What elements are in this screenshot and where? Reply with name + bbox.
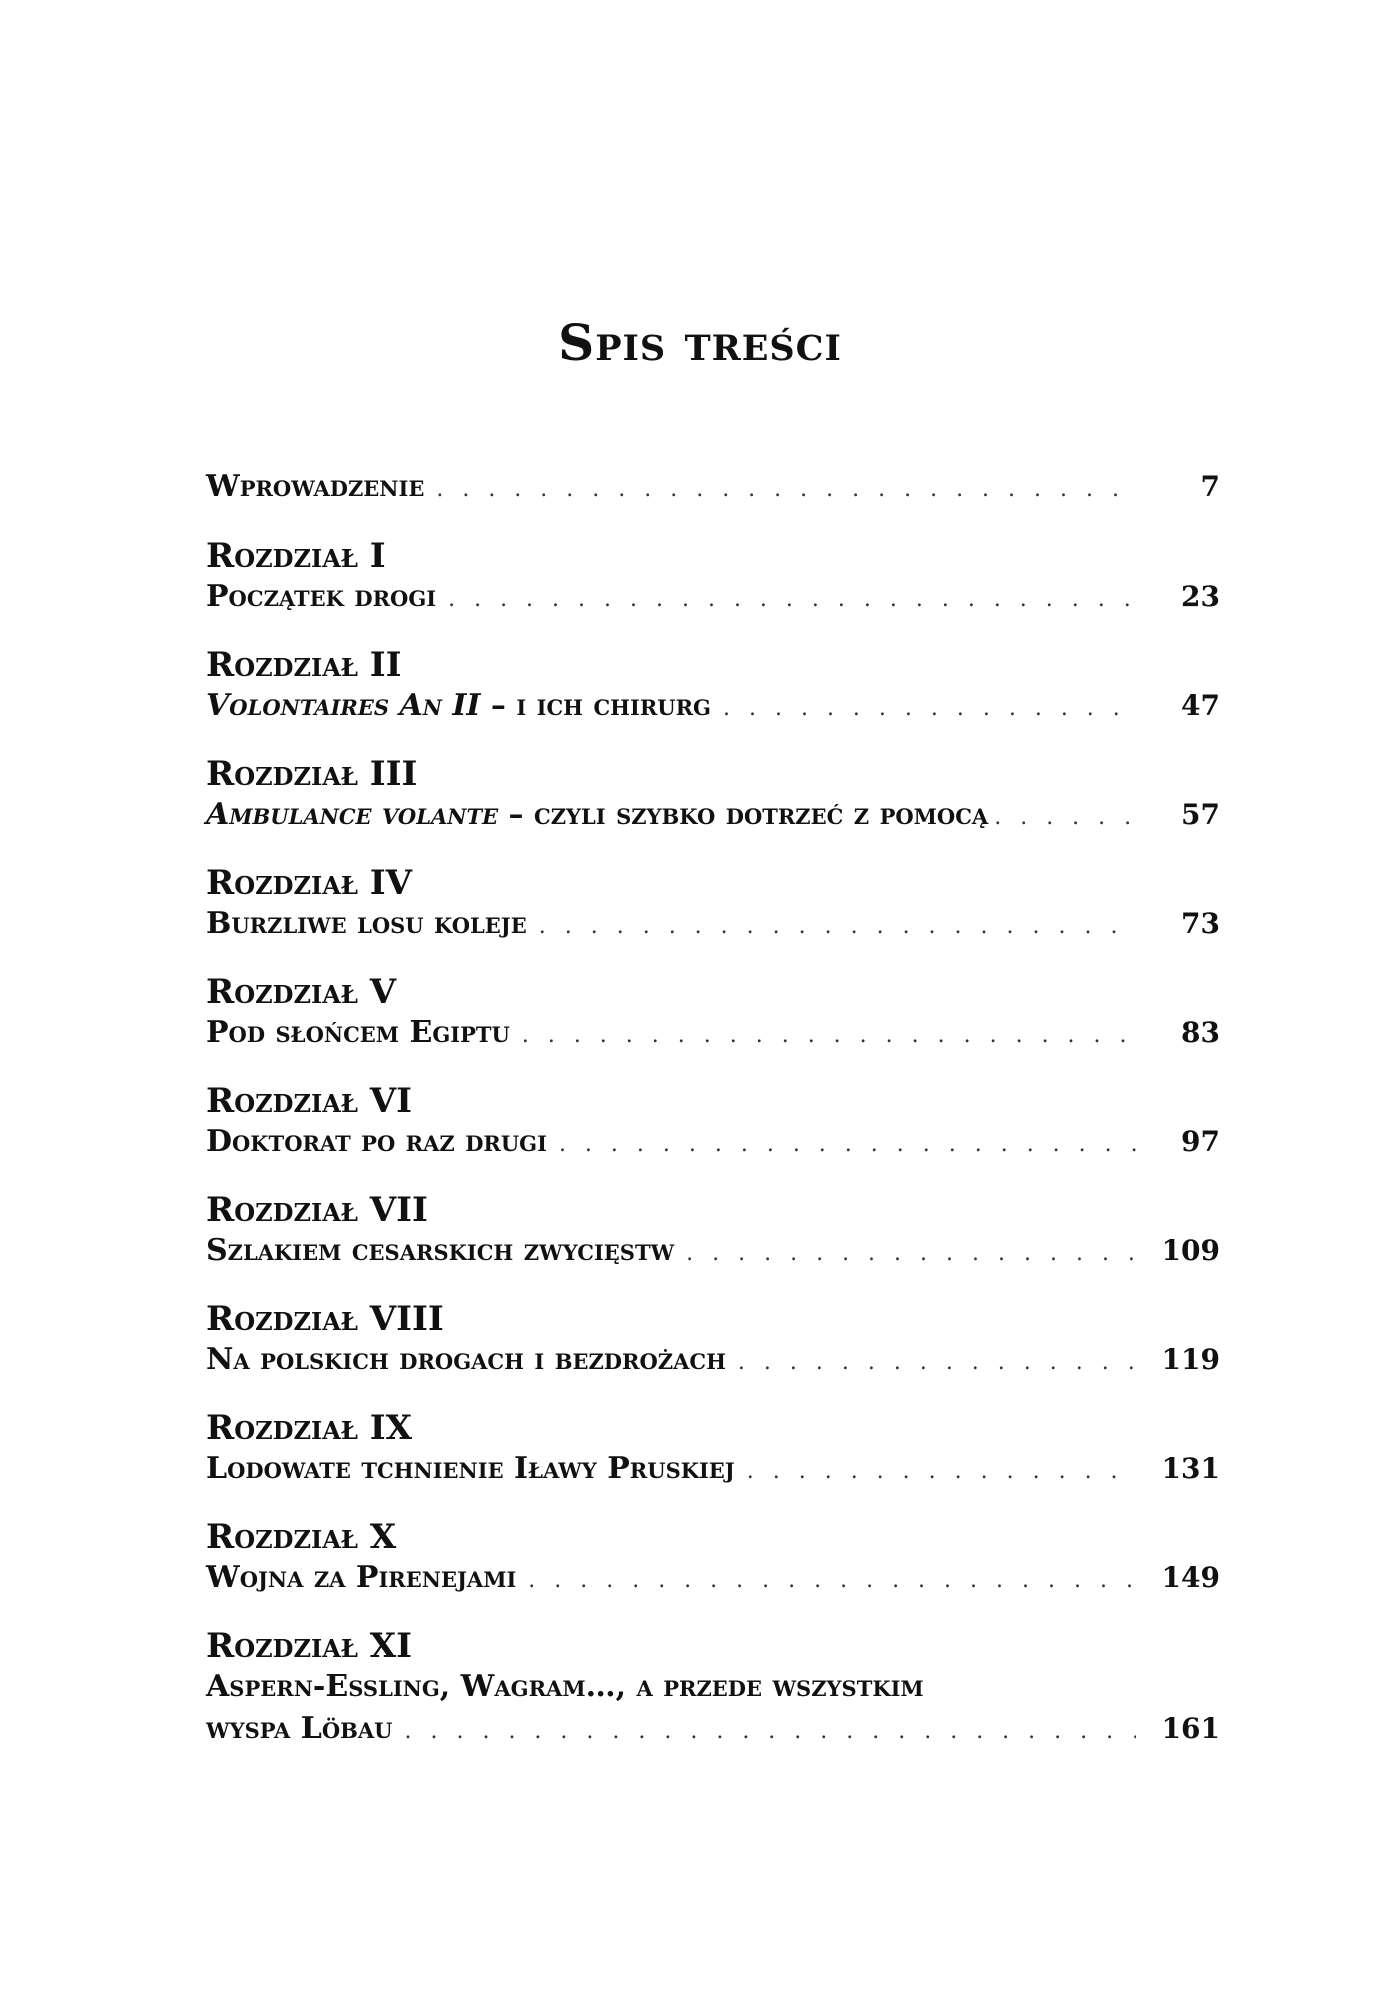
toc-entry-chapter-5[interactable] bbox=[206, 972, 1220, 1081]
dot-leader bbox=[686, 1233, 1136, 1275]
toc-entry-chapter-8[interactable] bbox=[206, 1299, 1220, 1408]
entry-title-rest: – czyli szybko dotrzeć z pomocą bbox=[498, 797, 989, 832]
chapter-label: Rozdział II bbox=[206, 645, 402, 685]
entry-title: Burzliwe losu koleje bbox=[206, 906, 527, 941]
chapter-label: Rozdział I bbox=[206, 536, 386, 576]
dot-leader bbox=[436, 469, 1136, 511]
toc-entry-chapter-7[interactable] bbox=[206, 1190, 1220, 1299]
toc-entry-chapter-11[interactable] bbox=[206, 1626, 1220, 1753]
page-number: 83 bbox=[1181, 1016, 1220, 1049]
entry-title-italic: Volontaires An II bbox=[206, 688, 481, 723]
dot-leader bbox=[994, 797, 1142, 839]
entry-title bbox=[206, 794, 988, 836]
entry-title-italic: Ambulance volante bbox=[206, 797, 499, 832]
toc-entry-introduction[interactable] bbox=[206, 466, 1220, 536]
page-number: 161 bbox=[1161, 1712, 1220, 1745]
entry-title: Wprowadzenie bbox=[206, 469, 425, 504]
page-number: 57 bbox=[1181, 798, 1220, 831]
dot-leader bbox=[448, 579, 1136, 621]
toc-entry-chapter-9[interactable] bbox=[206, 1408, 1220, 1517]
dot-leader bbox=[738, 1342, 1136, 1384]
page-title: Spis treści bbox=[558, 313, 842, 372]
dot-leader bbox=[405, 1711, 1137, 1753]
entry-title: Lodowate tchnienie Iławy Pruskiej bbox=[206, 1451, 735, 1486]
page-number: 47 bbox=[1181, 689, 1220, 722]
chapter-label: Rozdział VI bbox=[206, 1081, 413, 1121]
page-number: 109 bbox=[1161, 1234, 1220, 1267]
dot-leader bbox=[528, 1560, 1136, 1602]
toc-entry-chapter-1[interactable] bbox=[206, 536, 1220, 645]
toc-entry-chapter-10[interactable] bbox=[206, 1517, 1220, 1626]
chapter-label: Rozdział VII bbox=[206, 1190, 428, 1230]
dot-leader bbox=[559, 1124, 1136, 1166]
toc-entry-chapter-4[interactable] bbox=[206, 863, 1220, 972]
entry-title: Wojna za Pirenejami bbox=[206, 1560, 517, 1595]
dot-leader bbox=[747, 1451, 1136, 1493]
page-number: 23 bbox=[1181, 580, 1220, 613]
entry-title: Szlakiem cesarskich zwycięstw bbox=[206, 1233, 675, 1268]
page-number: 7 bbox=[1200, 470, 1220, 503]
chapter-label: Rozdział III bbox=[206, 754, 418, 794]
entry-title: Pod słońcem Egiptu bbox=[206, 1015, 510, 1050]
entry-title: Początek drogi bbox=[206, 579, 437, 614]
table-of-contents bbox=[206, 466, 1220, 1753]
dot-leader bbox=[723, 688, 1136, 730]
toc-entry-chapter-2[interactable] bbox=[206, 645, 1220, 754]
entry-title: Doktorat po raz drugi bbox=[206, 1124, 547, 1159]
entry-title-line-2: wyspa Löbau bbox=[206, 1711, 393, 1746]
chapter-label: Rozdział IV bbox=[206, 863, 413, 903]
entry-title-rest: – i ich chirurg bbox=[480, 688, 711, 723]
entry-title bbox=[206, 685, 711, 727]
chapter-label: Rozdział XI bbox=[206, 1626, 413, 1666]
page-number: 97 bbox=[1181, 1125, 1220, 1158]
chapter-label: Rozdział X bbox=[206, 1517, 397, 1557]
page-number: 131 bbox=[1161, 1452, 1220, 1485]
chapter-label: Rozdział VIII bbox=[206, 1299, 444, 1339]
page-number: 73 bbox=[1181, 907, 1220, 940]
chapter-label: Rozdział IX bbox=[206, 1408, 413, 1448]
toc-entry-chapter-6[interactable] bbox=[206, 1081, 1220, 1190]
page-number: 149 bbox=[1161, 1561, 1220, 1594]
dot-leader bbox=[522, 1015, 1136, 1057]
entry-title-line-1: Aspern-Essling, Wagram…, a przede wszystkim bbox=[206, 1669, 924, 1704]
entry-title: Na polskich drogach i bezdrożach bbox=[206, 1342, 726, 1377]
dot-leader bbox=[539, 906, 1136, 948]
chapter-label: Rozdział V bbox=[206, 972, 397, 1012]
page-number: 119 bbox=[1161, 1343, 1220, 1376]
toc-entry-chapter-3[interactable] bbox=[206, 754, 1220, 863]
